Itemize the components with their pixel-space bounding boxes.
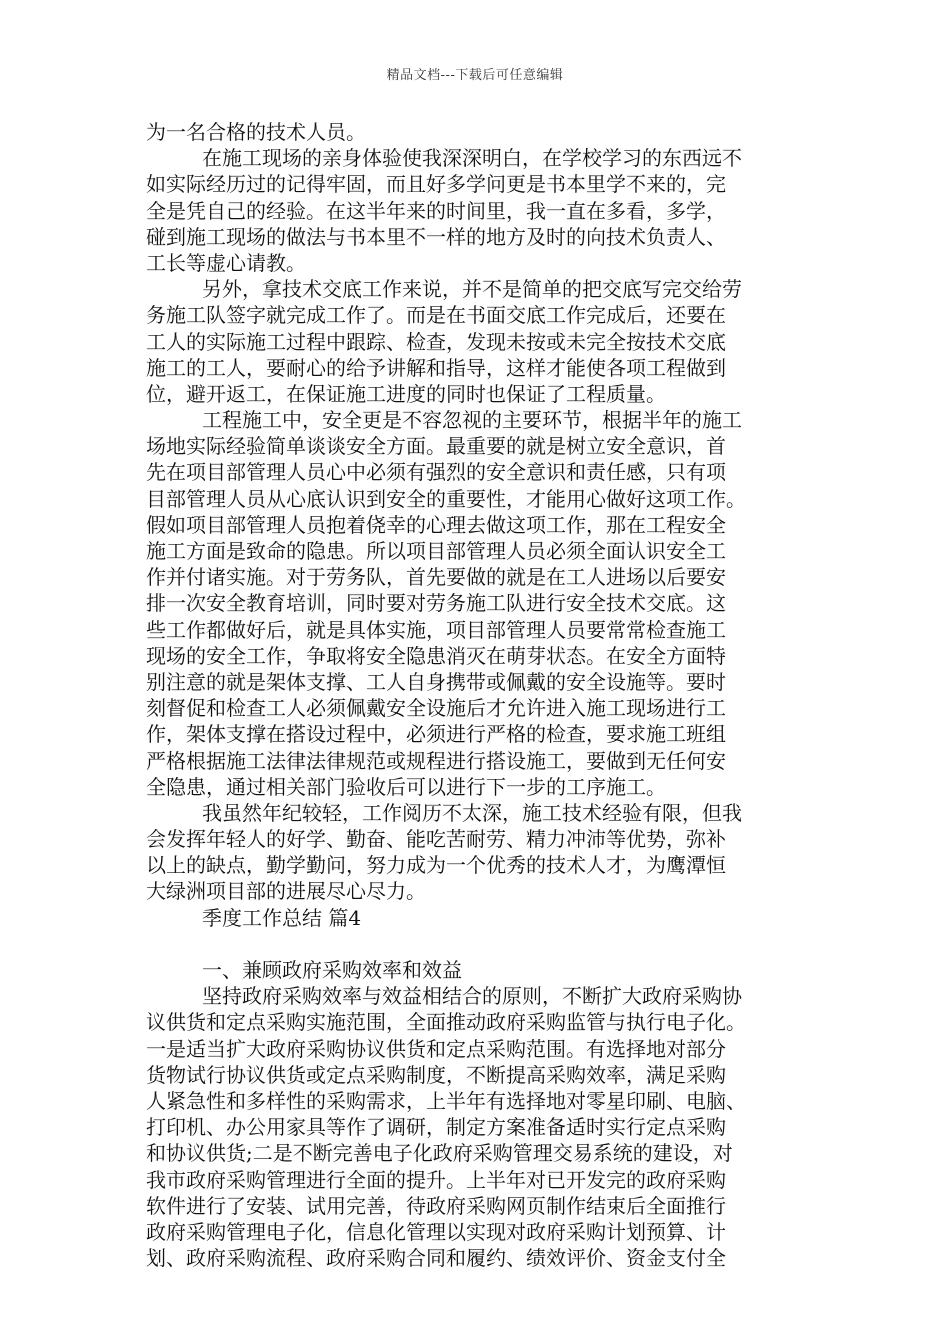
text-line: 和协议供货;二是不断完善电子化政府采购管理交易系统的建设，对 <box>146 1141 733 1166</box>
text-line: 作并付诸实施。对于劳务队，首先要做的就是在工人进场以后要安 <box>146 565 726 590</box>
text-line: 碰到施工现场的做法与书本里不一样的地方及时的向技术负责人、 <box>146 224 726 249</box>
text-line: 工人的实际施工过程中跟踪、检查，发现未按或未完全按技术交底 <box>146 329 726 354</box>
text-line: 刻督促和检查工人必须佩戴安全设施后才允许进入施工现场进行工 <box>146 696 726 721</box>
text-line: 务施工队签字就完成工作了。而是在书面交底工作完成后，还要在 <box>146 303 726 328</box>
text-line: 以上的缺点，勤学勤问，努力成为一个优秀的技术人才，为鹰潭恒 <box>146 853 726 878</box>
text-line: 先在项目部管理人员心中必须有强烈的安全意识和责任感，只有项 <box>146 460 726 485</box>
text-line: 施工方面是致命的隐患。所以项目部管理人员必须全面认识安全工 <box>146 539 726 563</box>
text-line: 软件进行了安装、试用完善，待政府采购网页制作结束后全面推行 <box>146 1193 726 1218</box>
text-line: 一是适当扩大政府采购协议供货和定点采购范围。有选择地对部分 <box>146 1036 726 1061</box>
blank-line <box>146 931 810 957</box>
text-line: 货物试行协议供货或定点采购制度，不断提高采购效率，满足采购 <box>146 1062 726 1087</box>
text-line: 议供货和定点采购实施范围，全面推动政府采购监管与执行电子化。 <box>146 1010 746 1035</box>
text-line: 人紧急性和多样性的采购需求，上半年有选择地对零星印刷、电脑、 <box>146 1088 746 1113</box>
text-line: 坚持政府采购效率与效益相结合的原则，不断扩大政府采购协 <box>202 984 742 1009</box>
text-line: 大绿洲项目部的进展尽心尽力。 <box>146 879 426 904</box>
text-line: 假如项目部管理人员抱着侥幸的心理去做这项工作，那在工程安全 <box>146 512 726 537</box>
text-line: 施工的工人，要耐心的给予讲解和指导，这样才能使各项工程做到 <box>146 355 726 380</box>
text-line: 我市政府采购管理进行全面的提升。上半年对已开发完的政府采购 <box>146 1167 726 1192</box>
text-line: 现场的安全工作，争取将安全隐患消灭在萌芽状态。在安全方面特 <box>146 643 726 668</box>
text-line: 另外，拿技术交底工作来说，并不是简单的把交底写完交给劳 <box>202 277 742 302</box>
text-line: 严格根据施工法律法律规范或规程进行搭设施工，要做到无任何安 <box>146 748 726 773</box>
document-body <box>146 119 810 1271</box>
text-line: 季度工作总结 篇4 <box>202 905 362 930</box>
text-line: 些工作都做好后，就是具体实施，项目部管理人员要常常检查施工 <box>146 617 726 642</box>
text-line: 划、政府采购流程、政府采购合同和履约、绩效评价、资金支付全 <box>146 1246 726 1271</box>
text-line: 全隐患，通过相关部门验收后可以进行下一步的工序施工。 <box>146 774 666 799</box>
text-line: 位，避开返工，在保证施工进度的同时也保证了工程质量。 <box>146 381 666 406</box>
text-line: 工程施工中，安全更是不容忽视的主要环节，根据半年的施工 <box>202 408 742 433</box>
text-line: 别注意的就是架体支撑、工人自身携带或佩戴的安全设施等。要时 <box>146 669 726 694</box>
text-line: 政府采购管理电子化，信息化管理以实现对政府采购计划预算、计 <box>146 1219 726 1244</box>
text-line: 如实际经历过的记得牢固，而且好多学问更是书本里学不来的，完 <box>146 172 726 197</box>
page-header: 精品文档---下载后可任意编辑 <box>386 68 564 83</box>
text-line: 全是凭自己的经验。在这半年来的时间里，我一直在多看，多学， <box>146 198 726 223</box>
text-line: 在施工现场的亲身体验使我深深明白，在学校学习的东西远不 <box>202 146 742 171</box>
text-line: 工长等虚心请教。 <box>146 250 306 275</box>
text-line: 为一名合格的技术人员。 <box>146 120 366 144</box>
text-line: 排一次安全教育培训，同时要对劳务施工队进行安全技术交底。这 <box>146 591 726 616</box>
text-line: 场地实际经验简单谈谈安全方面。最重要的就是树立安全意识，首 <box>146 434 726 459</box>
text-line: 打印机、办公用家具等作了调研，制定方案准备适时实行定点采购 <box>146 1115 726 1140</box>
text-line: 作，架体支撑在搭设过程中，必须进行严格的检查，要求施工班组 <box>146 722 726 747</box>
text-line: 会发挥年轻人的好学、勤奋、能吃苦耐劳、精力冲沛等优势，弥补 <box>146 827 726 852</box>
text-line: 目部管理人员从心底认识到安全的重要性，才能用心做好这项工作。 <box>146 486 746 511</box>
text-line: 一、兼顾政府采购效率和效益 <box>202 958 462 982</box>
text-line: 我虽然年纪较轻，工作阅历不太深，施工技术经验有限，但我 <box>202 800 742 825</box>
